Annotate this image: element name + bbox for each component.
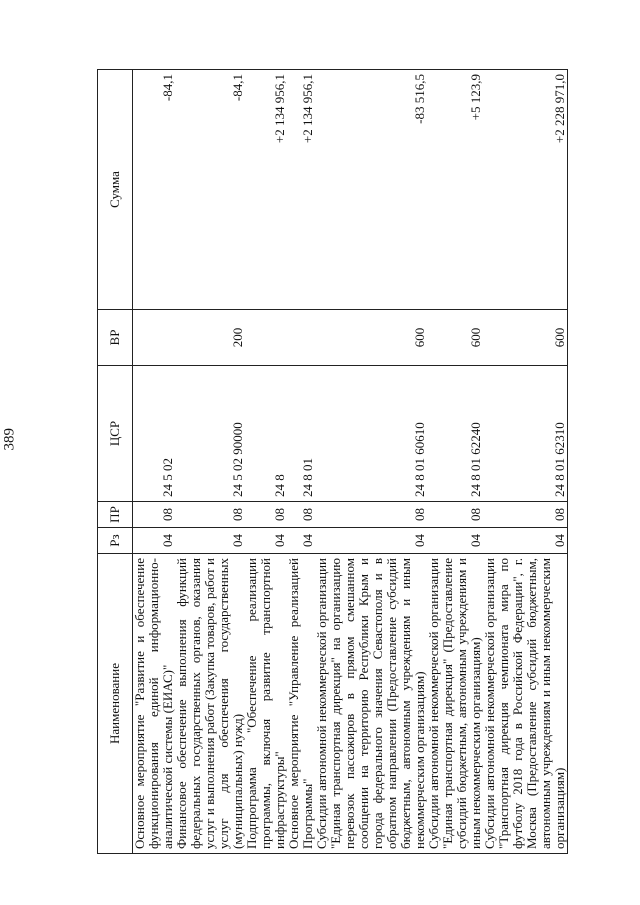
row-pr: 08 <box>133 502 176 528</box>
row-csr: 24 8 01 62310 <box>483 366 568 502</box>
row-sum: +2 134 956,1 <box>245 70 287 310</box>
header-rz: Рз <box>98 528 133 554</box>
row-sum: +2 134 956,1 <box>287 70 315 310</box>
row-vr <box>133 310 176 366</box>
table-row <box>245 70 287 854</box>
row-sum: +2 228 971,0 <box>483 70 568 310</box>
table-row <box>315 70 427 854</box>
row-rz: 04 <box>245 528 287 554</box>
table-row <box>483 70 568 854</box>
row-csr: 24 8 01 60610 <box>315 366 427 502</box>
table-header-row <box>98 70 133 854</box>
row-csr: 24 8 <box>245 366 287 502</box>
row-vr: 600 <box>315 310 427 366</box>
row-name: Основное мероприятие "Развитие и обеспечение функционирования единой информационно-аналитической системы (ЕИАС)" <box>133 554 176 854</box>
header-csr: ЦСР <box>98 366 133 502</box>
rotated-table-container <box>97 70 603 854</box>
row-name: Субсидии автономной некоммерческой организации "Единая транспортная дирекция" на организацию перевозок пассажиров в прямом смешанном сообщении на территорию Республики Крым и города федерального значения Севастополя и в обратном направлении (Предоставление субсидий бюджетным, автономным учреждениям и иным некоммерческим организациям) <box>315 554 427 854</box>
row-csr: 24 5 02 <box>133 366 176 502</box>
row-pr: 08 <box>483 502 568 528</box>
row-sum: +5 123,9 <box>427 70 483 310</box>
row-rz: 04 <box>427 528 483 554</box>
row-sum: -84,1 <box>133 70 176 310</box>
row-rz: 04 <box>175 528 245 554</box>
header-pr: ПР <box>98 502 133 528</box>
row-pr: 08 <box>245 502 287 528</box>
header-sum: Сумма <box>98 70 133 310</box>
page-number: 389 <box>1 428 18 451</box>
header-name: Наименование <box>98 554 133 854</box>
row-vr: 600 <box>427 310 483 366</box>
table-row <box>427 70 483 854</box>
table-row <box>175 70 245 854</box>
row-vr <box>245 310 287 366</box>
row-vr <box>287 310 315 366</box>
row-rz: 04 <box>315 528 427 554</box>
row-csr: 24 8 01 62240 <box>427 366 483 502</box>
row-name: Субсидии автономной некоммерческой организации "Единая транспортная дирекция" (Предоставление субсидий бюджетным, автономным учреждениям и иным некоммерческим организациям) <box>427 554 483 854</box>
row-name: Подпрограмма "Обеспечение реализации программы, включая развитие транспортной инфраструктуры" <box>245 554 287 854</box>
row-name: Основное мероприятие "Управление реализацией Программы" <box>287 554 315 854</box>
row-rz: 04 <box>483 528 568 554</box>
header-vr: ВР <box>98 310 133 366</box>
row-sum: -84,1 <box>175 70 245 310</box>
table-row <box>287 70 315 854</box>
row-rz: 04 <box>133 528 176 554</box>
row-pr: 08 <box>315 502 427 528</box>
row-name: Финансовое обеспечение выполнения функций федеральных государственных органов, оказания услуг и выполнения работ (Закупка товаров, работ и услуг для обеспечения государственных (муниципальных) нужд) <box>175 554 245 854</box>
row-rz: 04 <box>287 528 315 554</box>
row-csr: 24 5 02 90000 <box>175 366 245 502</box>
row-name: Субсидии автономной некоммерческой организации "Транспортная дирекция чемпионата мира по футболу 2018 года в Российской Федерации", г. Москва (Предоставление субсидий бюджетным, автономным учреждениям и иным некоммерческим организациям) <box>483 554 568 854</box>
row-sum: -83 516,5 <box>315 70 427 310</box>
row-vr: 200 <box>175 310 245 366</box>
row-pr: 08 <box>287 502 315 528</box>
row-csr: 24 8 01 <box>287 366 315 502</box>
row-pr: 08 <box>427 502 483 528</box>
row-pr: 08 <box>175 502 245 528</box>
table-row <box>133 70 176 854</box>
budget-table <box>97 69 568 854</box>
row-vr: 600 <box>483 310 568 366</box>
